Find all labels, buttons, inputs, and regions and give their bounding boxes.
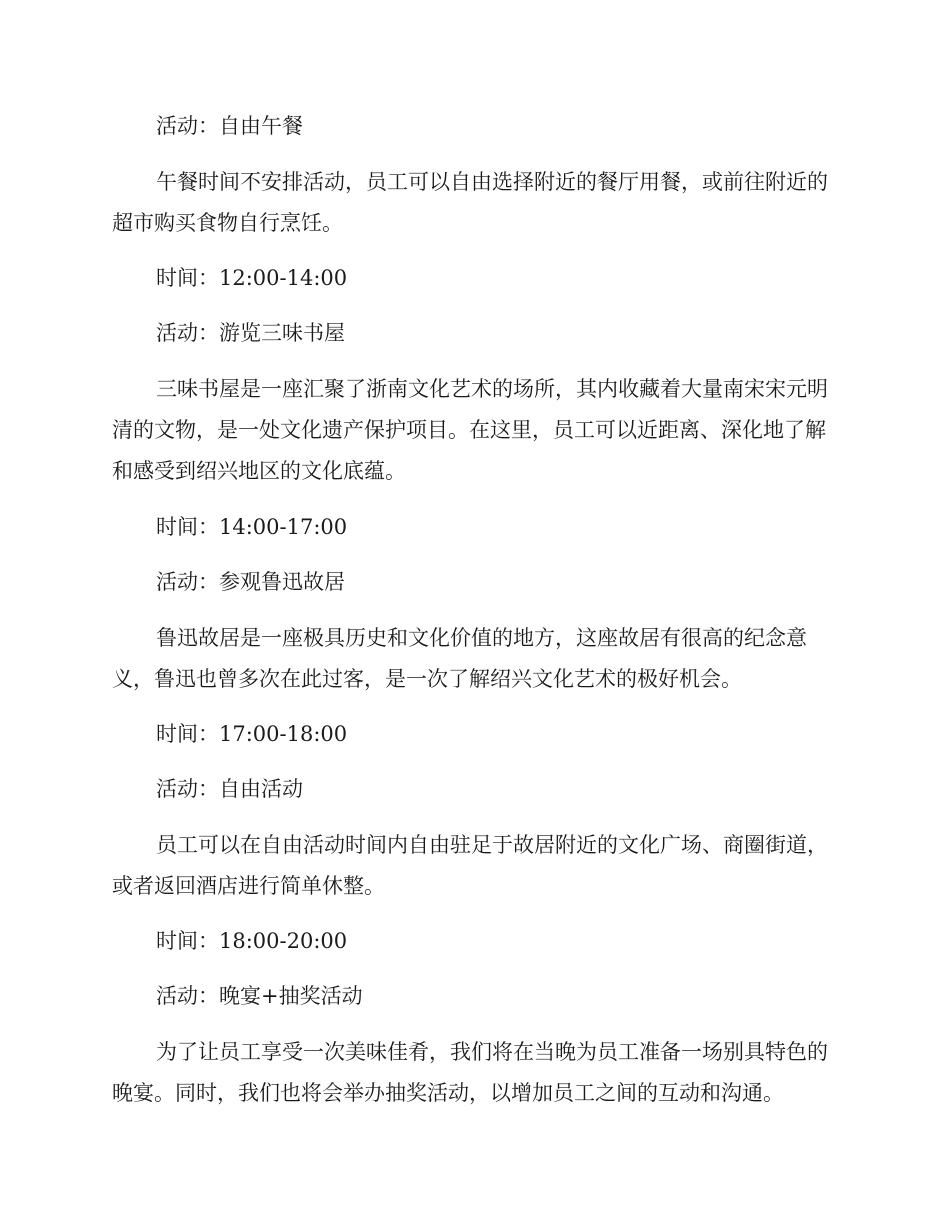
luxun-description: 鲁迅故居是一座极具历史和文化价值的地方，这座故居有很高的纪念意义，鲁迅也曾多次在此过客，是一次了解绍兴文化艺术的极好机会。 xyxy=(112,626,807,691)
dinner-description: 为了让员工享受一次美味佳肴，我们将在当晚为员工准备一场别具特色的晚宴。同时，我们也将会举办抽奖活动，以增加员工之间的互动和沟通。 xyxy=(112,1040,828,1105)
lunch-description: 午餐时间不安排活动，员工可以自由选择附近的餐厅用餐，或前往附近的超市购买食物自行烹饪。 xyxy=(112,170,828,235)
activity-heading-free: 活动：自由活动 xyxy=(156,777,303,801)
time-heading-1200: 时间：12:00-14:00 xyxy=(156,266,348,290)
time-heading-1400: 时间：14:00-17:00 xyxy=(156,515,348,539)
time-heading-1700: 时间：17:00-18:00 xyxy=(156,722,348,746)
free-activity-description: 员工可以在自由活动时间内自由驻足于故居附近的文化广场、商圈街道，或者返回酒店进行简单休整。 xyxy=(112,833,828,898)
activity-heading-lunch: 活动：自由午餐 xyxy=(156,114,303,138)
activity-heading-luxun: 活动：参观鲁迅故居 xyxy=(156,570,345,594)
activity-heading-sanwei: 活动：游览三味书屋 xyxy=(156,321,345,345)
sanwei-description: 三味书屋是一座汇聚了浙南文化艺术的场所，其内收藏着大量南宋宋元明清的文物，是一处文化遗产保护项目。在这里，员工可以近距离、深化地了解和感受到绍兴地区的文化底蕴。 xyxy=(112,377,828,483)
time-heading-1800: 时间：18:00-20:00 xyxy=(156,929,348,953)
activity-heading-dinner: 活动：晚宴+抽奖活动 xyxy=(156,984,363,1008)
